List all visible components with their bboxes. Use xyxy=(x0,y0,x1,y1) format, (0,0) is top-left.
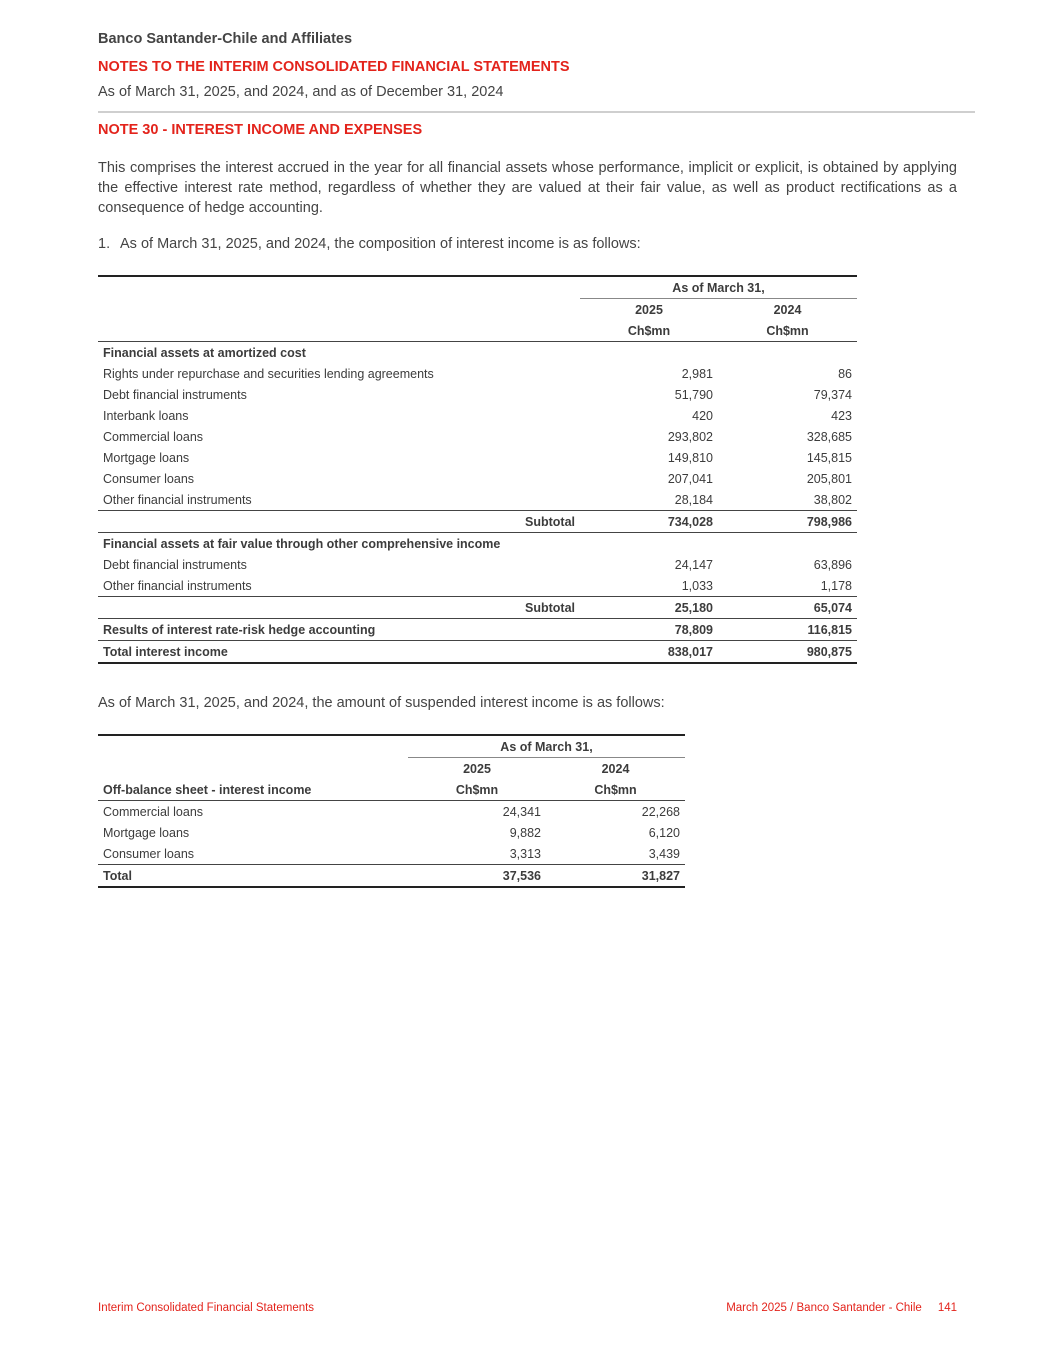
value-2025: 293,802 xyxy=(667,429,713,444)
interest-income-table xyxy=(98,275,857,664)
section-title: Financial assets at fair value through other comprehensive income xyxy=(98,533,580,555)
total-row xyxy=(98,865,685,888)
value-2025: 207,041 xyxy=(667,471,713,486)
unit-2025-header: Ch$mn xyxy=(408,779,546,801)
value-2025: 2,981 xyxy=(681,366,713,381)
row-label: Other financial instruments xyxy=(103,492,252,507)
group-header: As of March 31, xyxy=(408,735,685,758)
list-item-number: 1. xyxy=(98,236,111,252)
row-label: Mortgage loans xyxy=(103,450,190,465)
subtotal-2024: 798,986 xyxy=(718,511,857,533)
table-row xyxy=(98,554,857,575)
year-2024-header: 2024 xyxy=(773,302,802,317)
value-2025: 24,147 xyxy=(674,557,713,572)
page-number: 141 xyxy=(937,1302,957,1314)
year-2025-header: 2025 xyxy=(635,302,663,317)
value-2024: 86 xyxy=(838,366,852,381)
total-label: Total interest income xyxy=(98,641,580,664)
hedge-row xyxy=(98,619,857,641)
table-row xyxy=(98,405,857,426)
value-2024: 3,439 xyxy=(648,846,680,861)
suspended-interest-table xyxy=(98,734,685,888)
footer-publication: March 2025 / Banco Santander - Chile xyxy=(726,1302,922,1314)
total-2025: 37,536 xyxy=(408,865,546,888)
table-row xyxy=(98,447,857,468)
total-row xyxy=(98,641,857,664)
footer-left: Interim Consolidated Financial Statements xyxy=(98,1302,315,1314)
table-row xyxy=(98,363,857,384)
table-row xyxy=(98,822,685,843)
section-title: Financial assets at amortized cost xyxy=(98,342,580,364)
hedge-2024: 116,815 xyxy=(718,619,857,641)
row-label: Consumer loans xyxy=(103,846,195,861)
value-2025: 51,790 xyxy=(674,387,713,402)
row-label: Other financial instruments xyxy=(103,578,252,593)
value-2024: 6,120 xyxy=(648,825,680,840)
value-2025: 28,184 xyxy=(674,492,713,507)
table-row xyxy=(98,843,685,865)
unit-2025-header: Ch$mn xyxy=(580,320,718,342)
subtotal-2024: 65,074 xyxy=(718,597,857,619)
row-label: Commercial loans xyxy=(103,804,204,819)
value-2024: 1,178 xyxy=(820,578,852,593)
row-label: Interbank loans xyxy=(103,408,189,423)
row-label: Consumer loans xyxy=(103,471,195,486)
as-of-line: As of March 31, 2025, and 2024, and as of December 31, 2024 xyxy=(98,84,504,100)
note-intro: This comprises the interest accrued in the year for all financial assets whose performance, implicit or explicit, is obtained by applying the effective interest rate method, regardless of whether they are valued at their fair value, as well as product rectifications as a consequence of hedge accounting. xyxy=(98,160,957,216)
header-divider xyxy=(98,111,975,113)
row-label: Debt financial instruments xyxy=(103,557,247,572)
total-label: Total xyxy=(98,865,408,888)
subtotal-label: Subtotal xyxy=(98,511,580,533)
note-title: NOTE 30 - INTEREST INCOME AND EXPENSES xyxy=(98,122,423,138)
value-2025: 1,033 xyxy=(681,578,713,593)
year-2024-header: 2024 xyxy=(601,761,630,776)
footer-right xyxy=(726,1302,957,1314)
value-2024: 145,815 xyxy=(806,450,852,465)
suspended-interest-paragraph: As of March 31, 2025, and 2024, the amount of suspended interest income is as follows: xyxy=(98,695,665,711)
table-row xyxy=(98,384,857,405)
year-2025-header: 2025 xyxy=(463,761,491,776)
value-2024: 38,802 xyxy=(813,492,852,507)
group-header: As of March 31, xyxy=(580,276,857,299)
subtotal-row xyxy=(98,597,857,619)
row-header: Off-balance sheet - interest income xyxy=(98,779,408,801)
total-2025: 838,017 xyxy=(580,641,718,664)
value-2025: 9,882 xyxy=(509,825,541,840)
subtotal-row xyxy=(98,511,857,533)
table-row xyxy=(98,801,685,823)
unit-2024-header: Ch$mn xyxy=(546,779,685,801)
table-row xyxy=(98,575,857,597)
row-label: Mortgage loans xyxy=(103,825,190,840)
total-2024: 980,875 xyxy=(718,641,857,664)
row-label: Debt financial instruments xyxy=(103,387,247,402)
value-2024: 63,896 xyxy=(813,557,852,572)
value-2024: 423 xyxy=(831,408,852,423)
row-label: Commercial loans xyxy=(103,429,204,444)
value-2025: 149,810 xyxy=(667,450,713,465)
value-2024: 79,374 xyxy=(813,387,852,402)
value-2024: 328,685 xyxy=(806,429,852,444)
table-row xyxy=(98,489,857,511)
row-label: Rights under repurchase and securities lending agreements xyxy=(103,366,434,381)
unit-2024-header: Ch$mn xyxy=(718,320,857,342)
table-row xyxy=(98,468,857,489)
subtotal-label: Subtotal xyxy=(98,597,580,619)
value-2024: 205,801 xyxy=(806,471,852,486)
subtotal-2025: 25,180 xyxy=(580,597,718,619)
total-2024: 31,827 xyxy=(546,865,685,888)
hedge-label: Results of interest rate-risk hedge accounting xyxy=(98,619,580,641)
notes-title: NOTES TO THE INTERIM CONSOLIDATED FINANCIAL STATEMENTS xyxy=(98,59,570,75)
company-name: Banco Santander-Chile and Affiliates xyxy=(98,31,353,47)
value-2024: 22,268 xyxy=(641,804,680,819)
table-row xyxy=(98,426,857,447)
value-2025: 24,341 xyxy=(502,804,541,819)
subtotal-2025: 734,028 xyxy=(580,511,718,533)
value-2025: 3,313 xyxy=(509,846,541,861)
hedge-2025: 78,809 xyxy=(580,619,718,641)
list-item-1 xyxy=(98,236,641,252)
list-item-text: As of March 31, 2025, and 2024, the composition of interest income is as follows: xyxy=(120,236,641,252)
value-2025: 420 xyxy=(692,408,713,423)
